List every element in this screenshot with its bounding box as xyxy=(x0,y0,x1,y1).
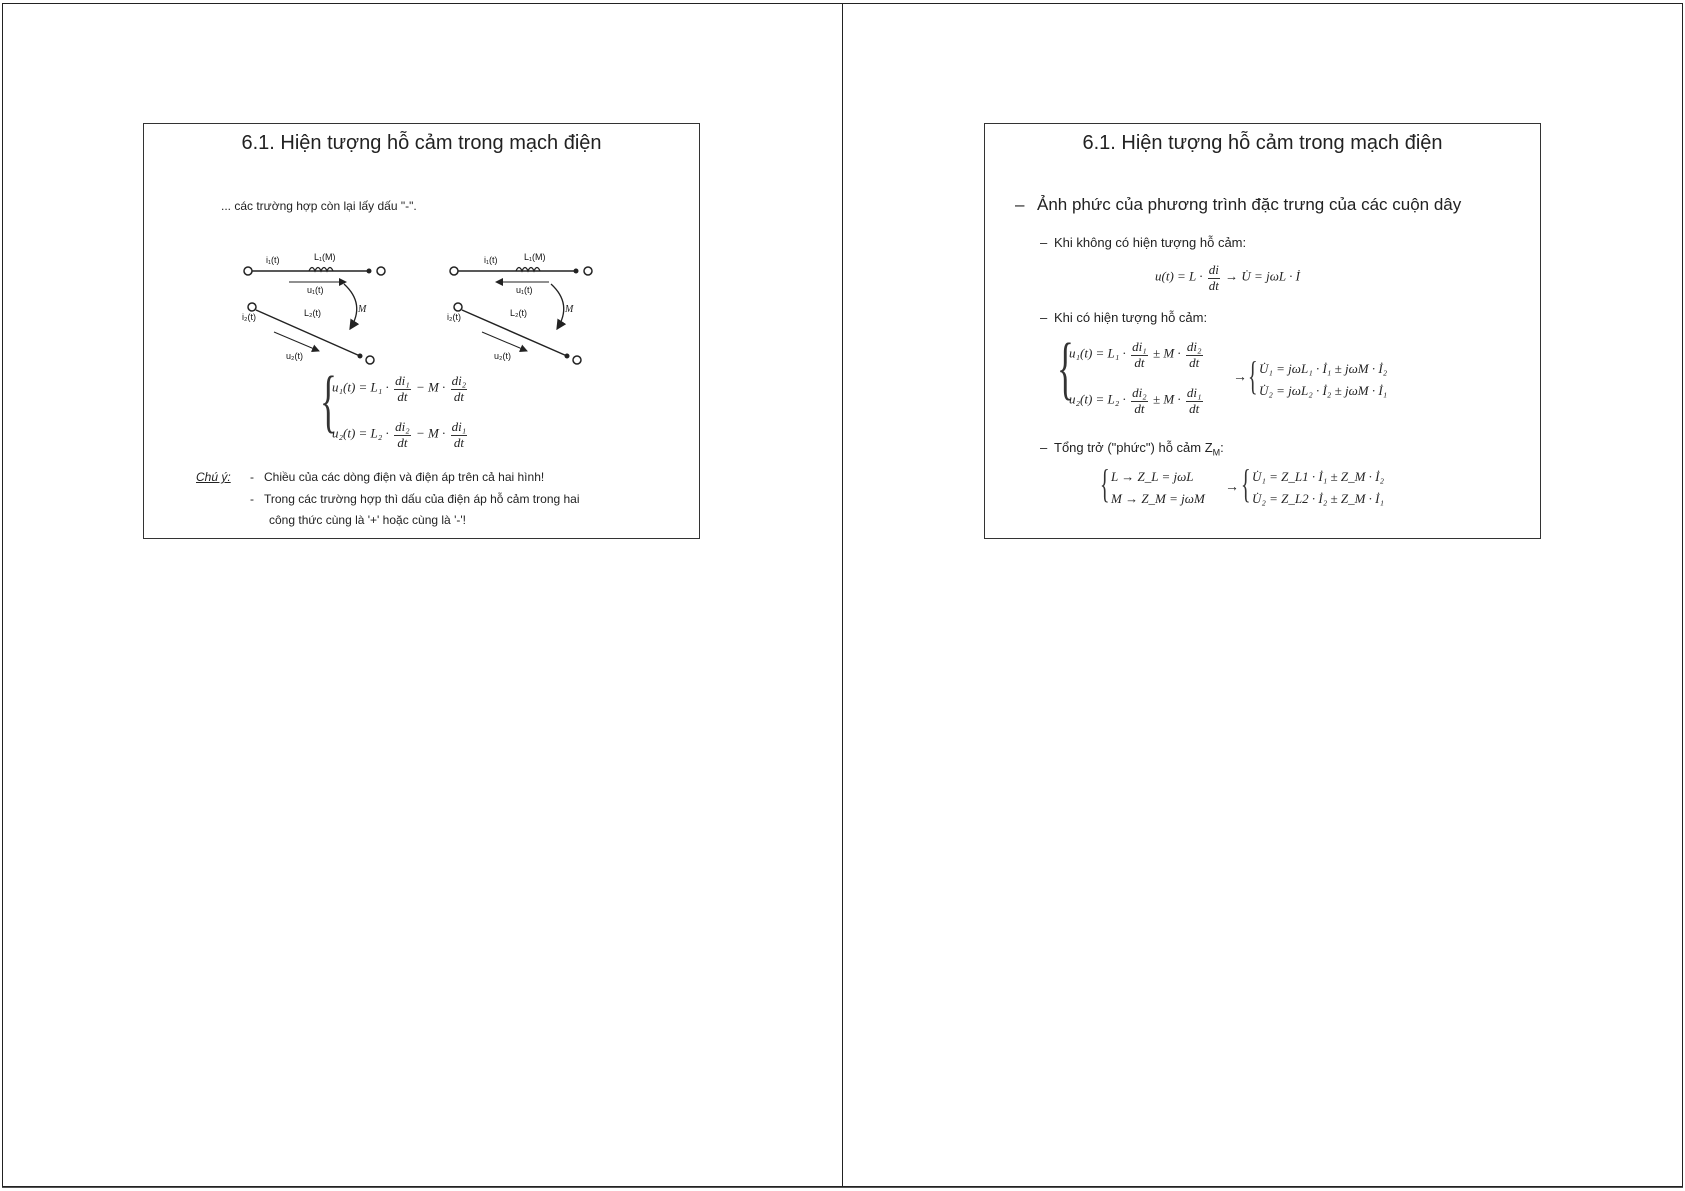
intro-text: ... các trường hợp còn lại lấy dấu "-". xyxy=(221,199,417,213)
equation-ZM: M → Z_M = jωM xyxy=(1111,491,1205,506)
equation-brace-left: { xyxy=(1057,330,1074,407)
diagram-a-i1-label: i₁(t) xyxy=(266,255,280,265)
equation-U1-impedance: U̇₁ = Z_L1 · İ₁ ± Z_M · İ₂ xyxy=(1252,469,1385,484)
diagram-a-u1-label: u₁(t) xyxy=(307,285,324,295)
slide-title: 6.1. Hiện tượng hỗ cảm trong mạch điện xyxy=(1082,132,1443,154)
subbullet-without-mutual: – Khi không có hiện tượng hỗ cảm: xyxy=(1040,235,1247,250)
note-line-2: - Trong các trường hợp thì dấu của điện áp hỗ cảm trong hai xyxy=(250,492,580,506)
equation-brace-impedance-right: { xyxy=(1241,461,1251,506)
diagram-a-i2-label: i₂(t) xyxy=(242,312,256,322)
equation-without-mutual: u(t) = L · $\frac{di}{dt}$ → U̇ = jωL · İ xyxy=(1155,262,1300,293)
equation-u2: u₂(t) = L₂ · $\frac{\text{di₂}}{dt}$ − M · $\frac{\text{di₁}}{dt}$ xyxy=(332,419,467,450)
subbullet-with-mutual: – Khi có hiện tượng hỗ cảm: xyxy=(1040,310,1208,325)
diagram-a-M-label: M xyxy=(358,304,367,315)
slide-left xyxy=(143,123,700,539)
subbullet-mutual-impedance: – Tổng trở ("phức") hỗ cảm $Z_M$: xyxy=(1040,440,1224,458)
slide-title: 6.1. Hiện tượng hỗ cảm trong mạch điện xyxy=(241,132,602,154)
diagram-b-i2-label: i₂(t) xyxy=(447,312,461,322)
equation-u2-time: u₂(t) = L₂ · $\frac{\text{di₂}}{dt}$ ± M · $\frac{\text{di₁}}{dt}$ xyxy=(1069,385,1202,416)
diagram-b-u1-label: u₁(t) xyxy=(516,285,533,295)
note-line-1: - Chiều của các dòng điện và điện áp trên cả hai hình! xyxy=(250,470,545,484)
equation-U2-impedance: U̇₂ = Z_L2 · İ₂ ± Z_M · İ₁ xyxy=(1252,491,1385,506)
diagram-b-M-label: M xyxy=(565,304,574,315)
equation-brace-impedance: { xyxy=(1100,461,1110,506)
equation-ZL: L → Z_L = jωL xyxy=(1111,469,1194,484)
slide-right xyxy=(984,123,1541,539)
equation-arrow-2: → xyxy=(1225,480,1239,495)
page-divider xyxy=(842,3,843,1187)
diagram-b-u2-label: u₂(t) xyxy=(494,351,511,361)
diagram-b-L1-label: L₁(M) xyxy=(524,252,546,262)
equation-U2-phasor: U̇₂ = jωL₂ · İ₂ ± jωM · İ₁ xyxy=(1259,383,1388,398)
diagram-a-u2-label: u₂(t) xyxy=(286,351,303,361)
equation-brace: { xyxy=(320,363,337,440)
equation-brace-right: { xyxy=(1248,353,1258,398)
equation-arrow-1: → xyxy=(1233,370,1247,385)
diagram-a-L1-label: L₁(M) xyxy=(314,252,336,262)
diagram-a-L2-label: L₂(t) xyxy=(304,308,321,318)
diagram-b-L2-label: L₂(t) xyxy=(510,308,527,318)
equation-u1-time: u₁(t) = L₁ · $\frac{\text{di₁}}{dt}$ ± M · $\frac{\text{di₂}}{dt}$ xyxy=(1069,339,1202,370)
diagram-b-i1-label: i₁(t) xyxy=(484,255,498,265)
equation-u1: u₁(t) = L₁ · $\frac{\text{di₁}}{dt}$ − M · $\frac{\text{di₂}}{dt}$ xyxy=(332,373,467,404)
bullet-main: – Ảnh phức của phương trình đặc trưng của các cuộn dây xyxy=(1015,195,1462,214)
equation-U1-phasor: U̇₁ = jωL₁ · İ₁ ± jωM · İ₂ xyxy=(1259,361,1388,376)
note-line-3: công thức cùng là '+' hoặc cùng là '-'! xyxy=(269,513,466,527)
bottom-rule xyxy=(2,1187,1683,1188)
note-label: Chú ý: xyxy=(196,470,231,484)
